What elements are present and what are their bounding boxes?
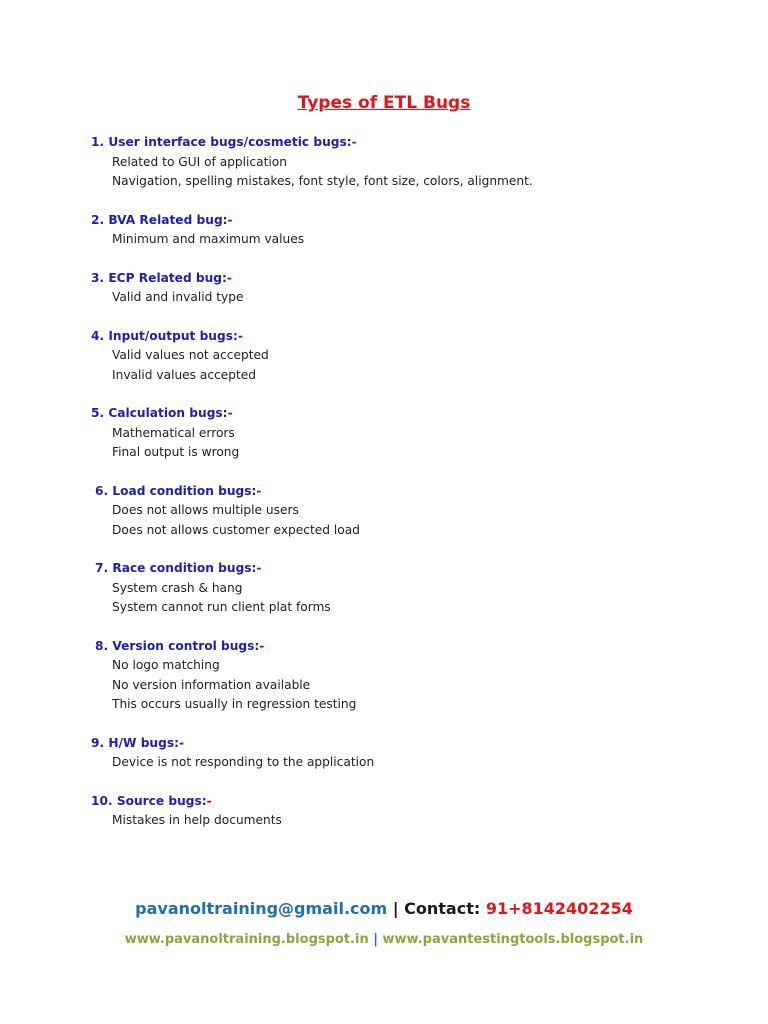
email-link[interactable]: pavanoltraining@gmail.com	[135, 899, 388, 918]
footer-contact	[0, 899, 768, 918]
contact-separator: |	[387, 899, 405, 918]
heading-dash: -	[226, 270, 232, 285]
blog-link-pavanoltraining[interactable]: www.pavanoltraining.blogspot.in	[124, 932, 369, 947]
link-separator: |	[368, 932, 383, 947]
section-heading-text: 10. Source bugs:	[91, 793, 207, 808]
section-detail: Device is not responding to the application	[112, 755, 375, 769]
section-heading	[91, 559, 731, 579]
section-detail: Valid values not accepted	[112, 348, 269, 362]
heading-dash: -	[351, 135, 357, 149]
section-heading-text: 5. Calculation bugs:	[91, 406, 228, 420]
page-title: Types of ETL Bugs	[297, 93, 471, 113]
section-detail: This occurs usually in regression testing	[112, 697, 357, 711]
heading-dash: -	[259, 638, 265, 653]
heading-dash: -	[256, 483, 262, 498]
section-heading	[91, 637, 731, 657]
section-heading-text: 4. Input/output bugs:	[91, 328, 238, 343]
footer-links	[0, 932, 768, 947]
section-input-output-bugs	[91, 327, 731, 386]
heading-dash: -	[227, 406, 233, 420]
section-heading	[91, 211, 731, 231]
section-race-condition-bugs	[91, 559, 731, 618]
section-heading-text: 8. Version control bugs:	[95, 638, 260, 653]
section-detail: Does not allows customer expected load	[112, 522, 360, 537]
section-hw-bugs	[91, 734, 731, 773]
section-heading-text: 2. BVA Related bug:	[91, 212, 228, 227]
heading-dash: -	[227, 212, 233, 227]
section-heading-text: 6. Load condition bugs:	[95, 483, 257, 498]
section-detail: Mathematical errors	[112, 425, 235, 440]
section-heading	[91, 482, 731, 502]
section-version-control-bugs	[91, 637, 731, 715]
section-ecp-related-bug	[91, 269, 731, 308]
section-heading-text: 3. ECP Related bug:	[91, 270, 227, 285]
section-heading	[91, 404, 731, 424]
heading-dash: -	[237, 328, 243, 343]
section-detail: Invalid values accepted	[112, 367, 257, 382]
section-user-interface-bugs	[91, 133, 731, 192]
section-heading-text: 7. Race condition bugs:	[95, 561, 257, 575]
section-detail: Related to GUI of application	[112, 154, 287, 169]
section-heading	[91, 269, 731, 289]
heading-dash: -	[206, 793, 212, 808]
section-calculation-bugs	[91, 404, 731, 463]
section-detail: Does not allows multiple users	[112, 503, 299, 517]
section-detail: System cannot run client plat forms	[112, 600, 331, 614]
contact-label: Contact:	[404, 899, 486, 918]
section-heading	[91, 792, 731, 812]
section-load-condition-bugs	[91, 482, 731, 541]
heading-dash: -	[256, 561, 262, 575]
section-heading-text: 1. User interface bugs/cosmetic bugs:	[91, 135, 352, 149]
section-detail: Minimum and maximum values	[112, 232, 305, 246]
bug-type-list	[91, 133, 731, 850]
section-heading-text: 9. H/W bugs:	[91, 735, 179, 750]
section-detail: Navigation, spelling mistakes, font style, font size, colors, alignment.	[112, 174, 533, 188]
section-heading	[91, 327, 731, 347]
section-detail: Valid and invalid type	[112, 290, 244, 304]
section-source-bugs	[91, 792, 731, 831]
section-heading	[91, 133, 731, 153]
section-heading	[91, 734, 731, 754]
section-detail: No logo matching	[112, 658, 220, 672]
section-detail: Final output is wrong	[112, 445, 240, 459]
heading-dash: -	[178, 735, 185, 750]
section-detail: No version information available	[112, 677, 311, 692]
section-bva-related-bug	[91, 211, 731, 250]
phone-number: 91+8142402254	[485, 899, 633, 918]
section-detail: Mistakes in help documents	[112, 813, 282, 827]
section-detail: System crash & hang	[112, 580, 243, 595]
blog-link-pavantestingtools[interactable]: www.pavantestingtools.blogspot.in	[382, 932, 644, 947]
